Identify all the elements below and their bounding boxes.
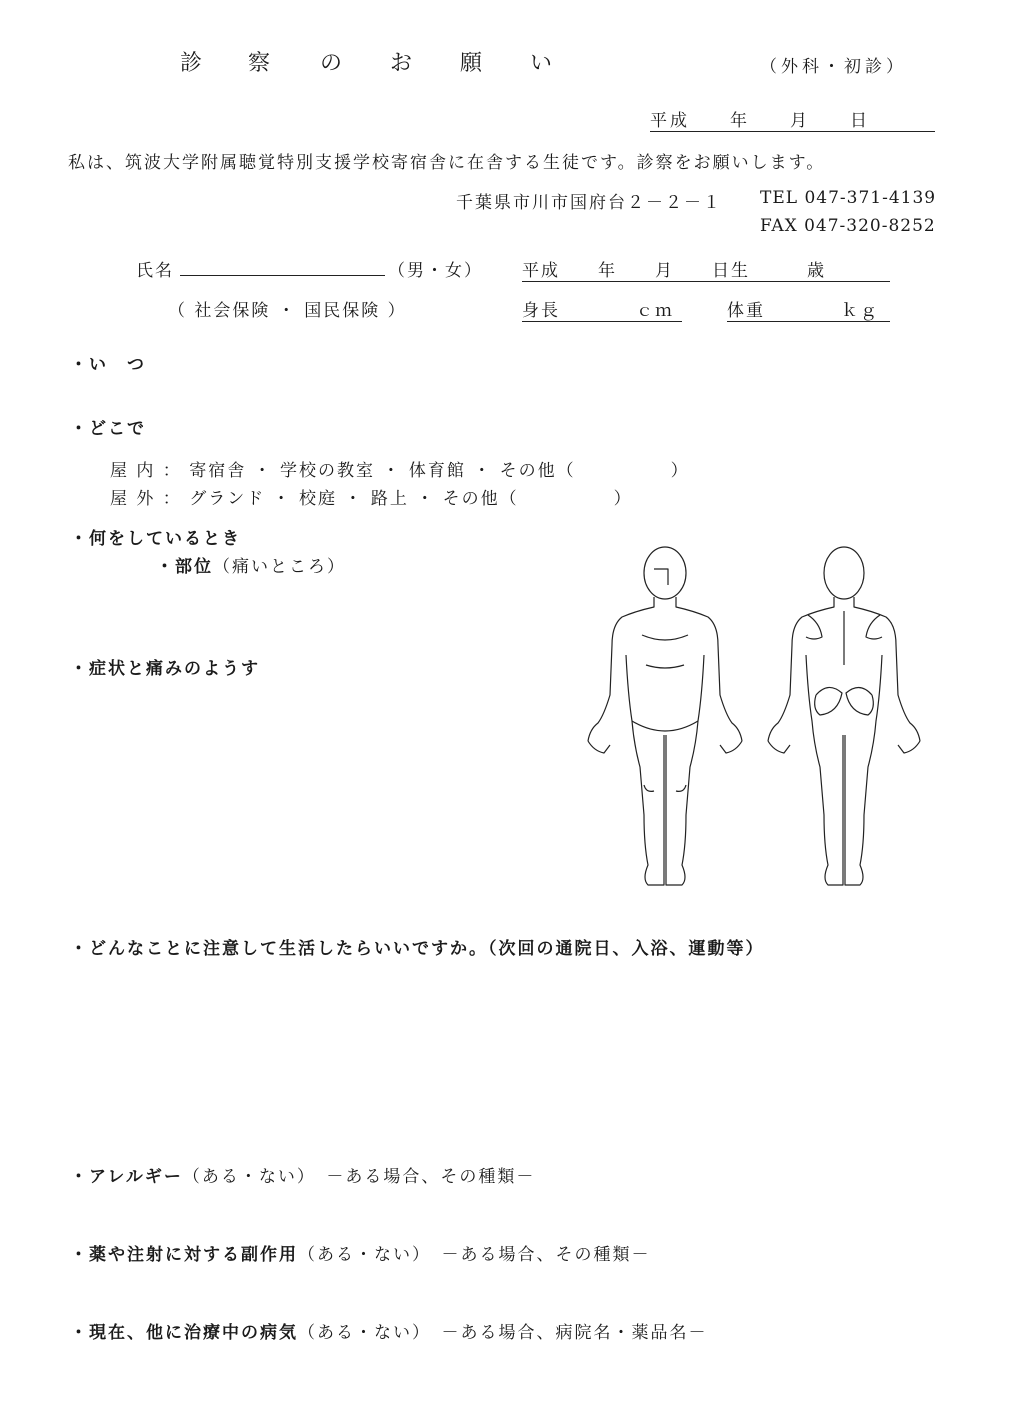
question-symptoms: ・症状と痛みのようす xyxy=(70,659,260,679)
allergy-label: ・アレルギー xyxy=(70,1167,183,1187)
school-address: 千葉県市川市国府台２－２－１ xyxy=(456,193,722,213)
other-illness-label: ・現在、他に治療中の病気 xyxy=(70,1323,298,1343)
page-subtitle: （外科・初診） xyxy=(760,57,907,77)
where-indoor-options[interactable]: 屋 内 ： 寄宿舎 ・ 学校の教室 ・ 体育館 ・ その他（ ） xyxy=(110,461,690,481)
weight-field[interactable]: 体重 ｋｇ xyxy=(727,296,890,322)
intro-text: 私は、筑波大学附属聴覚特別支援学校寄宿舎に在舎する生徒です。診察をお願いします。 xyxy=(68,153,826,173)
title-char: 願 xyxy=(460,51,483,76)
title-char: 察 xyxy=(248,51,271,76)
side-effect-options[interactable]: （ある・ない） －ある場合、その種類－ xyxy=(298,1245,651,1265)
date-field[interactable]: 平成 年 月 日 xyxy=(650,106,935,132)
question-doing: ・何をしているとき xyxy=(70,529,241,549)
question-advice: ・どんなことに注意して生活したらいいですか。（次回の通院日、入浴、運動等） xyxy=(70,939,765,959)
sex-options[interactable]: （男・女） xyxy=(388,261,483,281)
body-part-label: ・部位 xyxy=(156,557,213,577)
question-where: ・どこで xyxy=(70,419,146,439)
question-when: ・い つ xyxy=(70,355,146,375)
body-part-note: （痛いところ） xyxy=(213,557,346,577)
school-tel: TEL 047-371-4139 xyxy=(760,188,937,208)
other-illness-options[interactable]: （ある・ない） －ある場合、病院名・薬品名－ xyxy=(298,1323,708,1343)
question-side-effect xyxy=(70,1240,651,1265)
title-char: 診 xyxy=(180,51,203,76)
body-back-icon[interactable] xyxy=(764,545,924,890)
title-char: い xyxy=(530,51,553,76)
body-front-icon[interactable] xyxy=(584,545,754,890)
title-char: お xyxy=(390,51,413,76)
school-fax: FAX 047-320-8252 xyxy=(760,216,936,236)
height-field[interactable]: 身長 ｃｍ xyxy=(522,296,682,322)
question-body-part xyxy=(156,552,346,577)
question-other-illness xyxy=(70,1318,708,1343)
name-label: 氏名 xyxy=(136,261,174,281)
birthdate-field[interactable]: 平成 年 月 日生 歳 xyxy=(522,256,890,282)
question-allergy xyxy=(70,1162,535,1187)
name-field[interactable] xyxy=(180,256,385,276)
insurance-options[interactable]: （ 社会保険 ・ 国民保険 ） xyxy=(168,301,407,321)
title-char: の xyxy=(320,51,343,76)
side-effect-label: ・薬や注射に対する副作用 xyxy=(70,1245,298,1265)
allergy-options[interactable]: （ある・ない） －ある場合、その種類－ xyxy=(182,1167,536,1187)
where-outdoor-options[interactable]: 屋 外 ： グランド ・ 校庭 ・ 路上 ・ その他（ ） xyxy=(110,489,633,509)
